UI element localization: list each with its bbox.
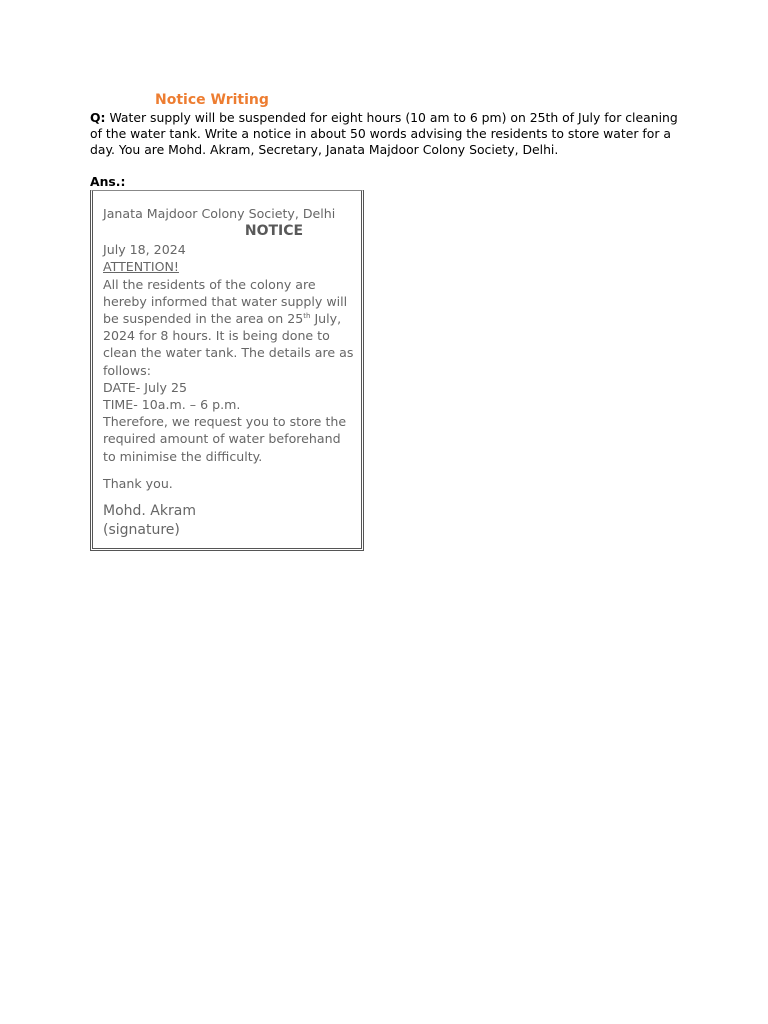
signatory-note: (signature) xyxy=(103,522,180,539)
notice-date: July 18, 2024 xyxy=(103,242,186,258)
notice-request: Therefore, we request you to store the required amount of water beforehand to minimise the difficulty. xyxy=(103,414,347,464)
notice-body-superscript: th xyxy=(303,311,311,320)
notice-body-part1: All the residents of the colony are hereby informed that water supply will be suspended in the area on 25 xyxy=(103,276,348,327)
notice-detail-time: TIME- 10a.m. – 6 p.m. xyxy=(103,397,241,413)
answer-label: Ans.: xyxy=(90,174,126,189)
notice-content xyxy=(103,205,355,540)
page-title: Notice Writing xyxy=(155,92,269,108)
notice-box xyxy=(90,190,364,551)
signatory-name: Mohd. Akram xyxy=(103,503,196,520)
question-label: Q: xyxy=(90,110,106,125)
question-text: Water supply will be suspended for eight hours (10 am to 6 pm) on 25th of July for cleaning of the water tank. Write a notice in about 50 words advising the residents to store water for a day. You are Mohd. Akram, Secretary, Janata Majdoor Colony Society, Delhi. xyxy=(90,110,678,157)
notice-detail-date: DATE- July 25 xyxy=(103,379,187,395)
question-text-block xyxy=(90,110,680,158)
notice-body xyxy=(103,276,355,379)
notice-signatory xyxy=(103,502,355,540)
notice-body-part2: July, 2024 for 8 hours. It is being done to clean the water tank. The details are as follows: xyxy=(103,311,354,378)
notice-thanks: Thank you. xyxy=(103,475,173,491)
notice-title: NOTICE xyxy=(244,223,304,240)
notice-attention: ATTENTION! xyxy=(103,259,179,275)
notice-society: Janata Majdoor Colony Society, Delhi xyxy=(103,206,336,221)
